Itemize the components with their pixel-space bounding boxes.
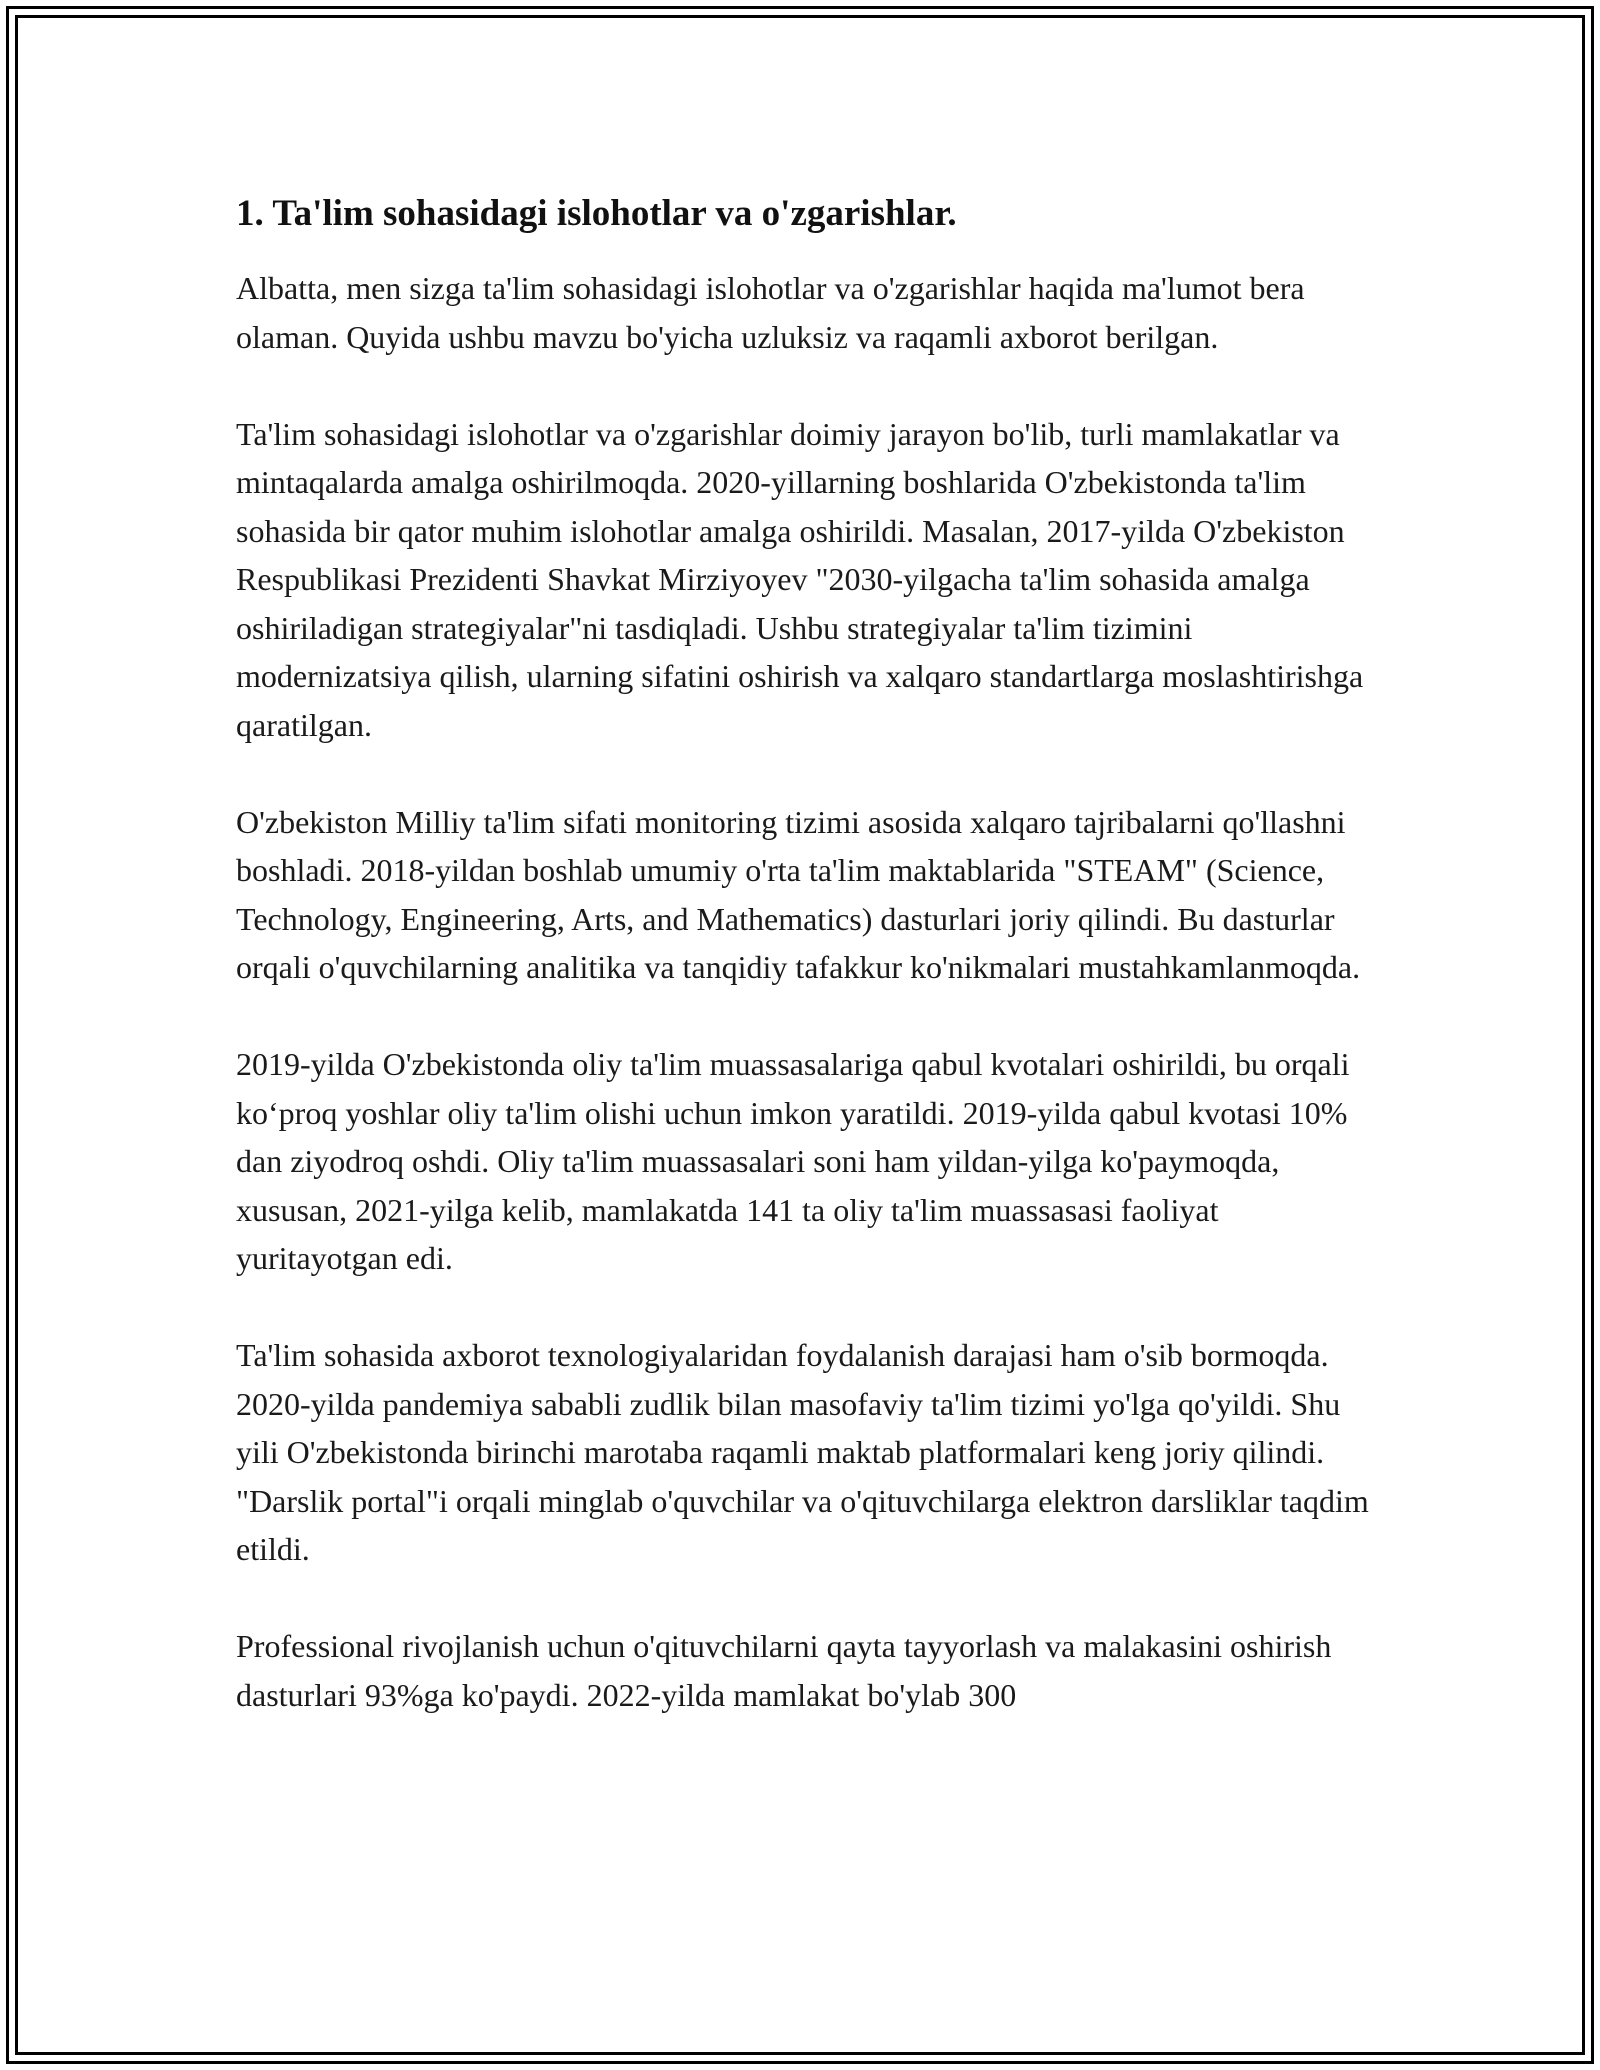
paragraph-it-in-education: Ta'lim sohasida axborot texnologiyalaridan foydalanish darajasi ham o'sib bormoqda. 2020-yilda pandemiya sababli zudlik bilan masofaviy ta'lim tizimi yo'lga qo'yildi. Shu yili O'zbekistonda birinchi marotaba raqamli maktab platformalari keng joriy qilindi. "Darslik portal"i orqali minglab o'quvchilar va o'qituvchilarga elektron darsliklar taqdim etildi. xyxy=(236,1337,1369,1567)
paragraph-reforms-strategy: Ta'lim sohasidagi islohotlar va o'zgarishlar doimiy jarayon bo'lib, turli mamlakatlar va mintaqalarda amalga oshirilmoqda. 2020-yillarning boshlarida O'zbekistonda ta'lim sohasida bir qator muhim islohotlar amalga oshirildi. Masalan, 2017-yilda O'zbekiston Respublikasi Prezidenti Shavkat Mirziyoyev "2030-yilgacha ta'lim sohasida amalga oshiriladigan strategiyalar"ni tasdiqladi. Ushbu strategiyalar ta'lim tizimini modernizatsiya qilish, ularning sifatini oshirish va xalqaro standartlarga moslashtirishga qaratilgan. xyxy=(236,415,1364,743)
section-heading: 1. Ta'lim sohasidagi islohotlar va o'zgarishlar. xyxy=(236,193,957,234)
paragraph-professional-development: Professional rivojlanish uchun o'qituvchilarni qayta tayyorlash va malakasini oshirish dasturlari 93%ga ko'paydi. 2022-yilda mamlakat bo'ylab 300 xyxy=(236,1628,1332,1713)
paragraph-higher-education: 2019-yilda O'zbekistonda oliy ta'lim muassasalariga qabul kvotalari oshirildi, bu orqali ko‘proq yoshlar oliy ta'lim olishi uchun imkon yaratildi. 2019-yilda qabul kvotasi 10% dan ziyodroq oshdi. Oliy ta'lim muassasalari soni ham yildan-yilga ko'paymoqda, xususan, 2021-yilga kelib, mamlakatda 141 ta oliy ta'lim muassasasi faoliyat yuritayotgan edi. xyxy=(236,1046,1350,1276)
paragraph-intro: Albatta, men sizga ta'lim sohasidagi islohotlar va o'zgarishlar haqida ma'lumot bera olaman. Quyida ushbu mavzu bo'yicha uzluksiz va raqamli axborot berilgan. xyxy=(236,270,1305,355)
paragraph-steam-programs: O'zbekiston Milliy ta'lim sifati monitoring tizimi asosida xalqaro tajribalarni qo'llashni boshladi. 2018-yildan boshlab umumiy o'rta ta'lim maktablarida "STEAM" (Science, Technology, Engineering, Arts, and Mathematics) dasturlari joriy qilindi. Bu dasturlar orqali o'quvchilarning analitika va tanqidiy tafakkur ko'nikmalari mustahkamlanmoqda. xyxy=(236,803,1361,985)
document-body xyxy=(236,190,1376,1768)
